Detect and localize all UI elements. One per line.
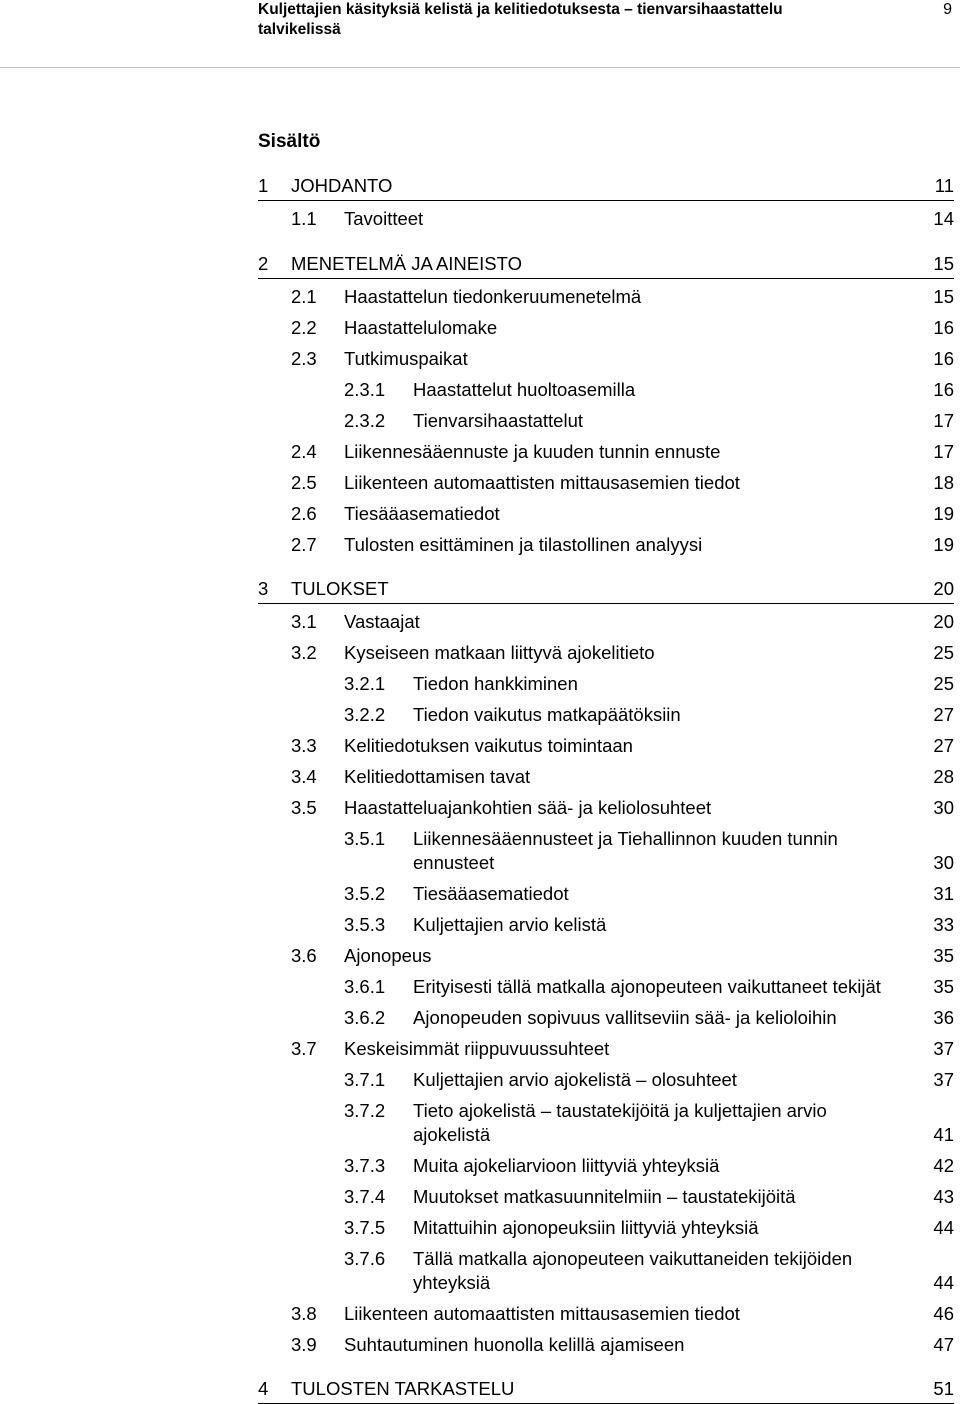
toc-entry-title: Tutkimuspaikat — [344, 348, 468, 369]
toc-entry-page: 37 — [933, 1038, 954, 1059]
toc-entry-title: Kelitiedottamisen tavat — [344, 766, 531, 787]
toc-entry-title: Ajonopeus — [344, 945, 432, 966]
toc-entry-page: 19 — [933, 534, 954, 555]
toc-entry-page: 37 — [933, 1069, 954, 1090]
toc-entry-title: Keskeisimmät riippuvuussuhteet — [344, 1038, 610, 1059]
toc-entry-page: 27 — [933, 704, 954, 725]
toc-entry-title: Tiesääasematiedot — [344, 503, 500, 524]
toc-entry-title: MENETELMÄ JA AINEISTO — [291, 253, 522, 274]
toc-entry-page: 16 — [933, 348, 954, 369]
toc-entry-page: 28 — [933, 766, 954, 787]
toc-entry-title: Ajonopeuden sopivuus vallitseviin sää- ja kelioloihin — [413, 1007, 837, 1028]
toc-entry-page: 30 — [933, 797, 954, 818]
toc-entry-title: Kelitiedotuksen vaikutus toimintaan — [344, 735, 633, 756]
toc-entry-title: Mitattuihin ajonopeuksiin liittyviä yhteyksiä — [413, 1217, 759, 1238]
toc-entry-title: Suhtautuminen huonolla kelillä ajamiseen — [344, 1334, 685, 1355]
toc-entry-page: 33 — [933, 914, 954, 935]
toc-entry-page: 16 — [933, 317, 954, 338]
toc-entry-page: 11 — [934, 175, 954, 196]
toc-entry-title-continuation: ajokelistä — [413, 1124, 491, 1145]
toc-entry-number: 3.5.2 — [344, 883, 386, 904]
toc-entry-number: 3.1 — [291, 611, 317, 632]
toc-entry-page: 46 — [933, 1303, 954, 1324]
toc-entry-title: Muutokset matkasuunnitelmiin – taustatekijöitä — [413, 1186, 796, 1207]
toc-entry-title: Liikennesääennusteet ja Tiehallinnon kuuden tunnin — [413, 828, 838, 849]
toc-entry-page: 15 — [933, 253, 954, 274]
toc-entry-number: 3.6 — [291, 945, 317, 966]
toc-entry-number: 3.5.1 — [344, 828, 386, 849]
toc-entry-number: 3.2.1 — [344, 673, 386, 694]
toc-entry-number: 3.5 — [291, 797, 317, 818]
toc-entry-number: 3.9 — [291, 1334, 317, 1355]
toc-entry-page: 47 — [933, 1334, 954, 1355]
toc-entry-title: Tienvarsihaastattelut — [413, 410, 584, 431]
toc-entry-title: Liikennesääennuste ja kuuden tunnin ennuste — [344, 441, 721, 462]
toc-entry-number: 2.3.2 — [344, 410, 386, 431]
toc-entry-number: 2.6 — [291, 503, 317, 524]
toc-entry-title: Haastattelut huoltoasemilla — [413, 379, 636, 400]
toc-entry-number: 1 — [258, 175, 269, 196]
toc-entry-page: 30 — [933, 852, 954, 873]
toc-entry-title: Vastaajat — [344, 611, 420, 632]
toc-entry-title: TULOSTEN TARKASTELU — [291, 1378, 515, 1399]
toc-entry-number: 2.3.1 — [344, 379, 386, 400]
toc-entry-title-continuation: ennusteet — [413, 852, 495, 873]
toc-entry-number: 3.8 — [291, 1303, 317, 1324]
toc-entry-title: Tiedon hankkiminen — [413, 673, 578, 694]
toc-entry-title: Kuljettajien arvio kelistä — [413, 914, 607, 935]
toc-entry-number: 3.7.1 — [344, 1069, 386, 1090]
running-header-line-1: Kuljettajien käsityksiä kelistä ja kelitiedotuksesta – tienvarsihaastattelu — [258, 1, 783, 18]
toc-entry-page: 36 — [933, 1007, 954, 1028]
toc-entry-title: Kyseiseen matkaan liittyvä ajokelitieto — [344, 642, 655, 663]
toc-entry-number: 2 — [258, 253, 269, 274]
toc-entry-page: 35 — [933, 976, 954, 997]
toc-entry-page: 51 — [933, 1378, 954, 1399]
toc-entry-page: 41 — [933, 1124, 954, 1145]
toc-entry-page: 20 — [933, 611, 954, 632]
toc-entry-title: Muita ajokeliarvioon liittyviä yhteyksiä — [413, 1155, 720, 1176]
toc-entry-number: 2.4 — [291, 441, 317, 462]
toc-entry-number: 3.7.3 — [344, 1155, 386, 1176]
toc-entry-page: 14 — [933, 208, 954, 229]
toc-entry-page: 17 — [933, 441, 954, 462]
toc-entry-number: 3.7.6 — [344, 1248, 386, 1269]
toc-entry-title: Liikenteen automaattisten mittausasemien tiedot — [344, 472, 740, 493]
toc-entry-number: 2.7 — [291, 534, 317, 555]
toc-entry-number: 3.7.5 — [344, 1217, 386, 1238]
toc-heading: Sisältö — [258, 131, 321, 152]
toc-entry-number: 3.5.3 — [344, 914, 386, 935]
toc-entry-title: Tavoitteet — [344, 208, 424, 229]
toc-entry-number: 3.4 — [291, 766, 317, 787]
toc-entry-page: 25 — [933, 642, 954, 663]
toc-entry-number: 3 — [258, 578, 269, 599]
toc-entry-page: 44 — [933, 1272, 954, 1293]
toc-entry-number: 4 — [258, 1378, 269, 1399]
toc-entry-page: 19 — [933, 503, 954, 524]
toc-entry-page: 25 — [933, 673, 954, 694]
toc-entry-page: 17 — [933, 410, 954, 431]
toc-entry-page: 20 — [933, 578, 954, 599]
toc-entry-page: 44 — [933, 1217, 954, 1238]
toc-entry-title: Tiedon vaikutus matkapäätöksiin — [413, 704, 681, 725]
toc-entry-number: 3.6.1 — [344, 976, 386, 997]
toc-entry-number: 3.2 — [291, 642, 317, 663]
toc-entry-page: 27 — [933, 735, 954, 756]
toc-entry-page: 31 — [933, 883, 954, 904]
toc-entry-title: Erityisesti tällä matkalla ajonopeuteen vaikuttaneet tekijät — [413, 976, 881, 997]
toc-entry-page: 16 — [933, 379, 954, 400]
toc-entry-title: Haastatteluajankohtien sää- ja keliolosuhteet — [344, 797, 712, 818]
toc-entry-page: 42 — [933, 1155, 954, 1176]
toc-entry-number: 1.1 — [291, 208, 317, 229]
toc-entry-title: Kuljettajien arvio ajokelistä – olosuhteet — [413, 1069, 737, 1090]
toc-entry-number: 2.1 — [291, 286, 317, 307]
toc-entry-title: TULOKSET — [291, 578, 389, 599]
toc-entry-number: 3.7.2 — [344, 1100, 386, 1121]
toc-entry-number: 2.5 — [291, 472, 317, 493]
toc-entry-page: 18 — [933, 472, 954, 493]
toc-entry-number: 3.7.4 — [344, 1186, 386, 1207]
toc-entry-title: Liikenteen automaattisten mittausasemien tiedot — [344, 1303, 740, 1324]
toc-entry-title-continuation: yhteyksiä — [413, 1272, 491, 1293]
toc-entry-number: 2.3 — [291, 348, 317, 369]
running-header-page-number: 9 — [943, 1, 952, 18]
toc-entry-number: 3.6.2 — [344, 1007, 386, 1028]
toc-entry-page: 35 — [933, 945, 954, 966]
toc-entry-number: 2.2 — [291, 317, 317, 338]
toc-entry-number: 3.3 — [291, 735, 317, 756]
toc-entry-number: 3.7 — [291, 1038, 317, 1059]
toc-entry-page: 15 — [933, 286, 954, 307]
toc-entry-title: Haastattelulomake — [344, 317, 498, 338]
toc-entry-number: 3.2.2 — [344, 704, 386, 725]
running-header-line-2: talvikelissä — [258, 21, 341, 38]
toc-entry-title: JOHDANTO — [291, 175, 393, 196]
toc-entry-title: Tieto ajokelistä – taustatekijöitä ja kuljettajien arvio — [413, 1100, 827, 1121]
toc-entry-title: Tulosten esittäminen ja tilastollinen analyysi — [344, 534, 703, 555]
toc-entry-title: Haastattelun tiedonkeruumenetelmä — [344, 286, 642, 307]
toc-entry-title: Tällä matkalla ajonopeuteen vaikuttaneiden tekijöiden — [413, 1248, 853, 1269]
toc-entry-page: 43 — [933, 1186, 954, 1207]
toc-entry-title: Tiesääasematiedot — [413, 883, 569, 904]
